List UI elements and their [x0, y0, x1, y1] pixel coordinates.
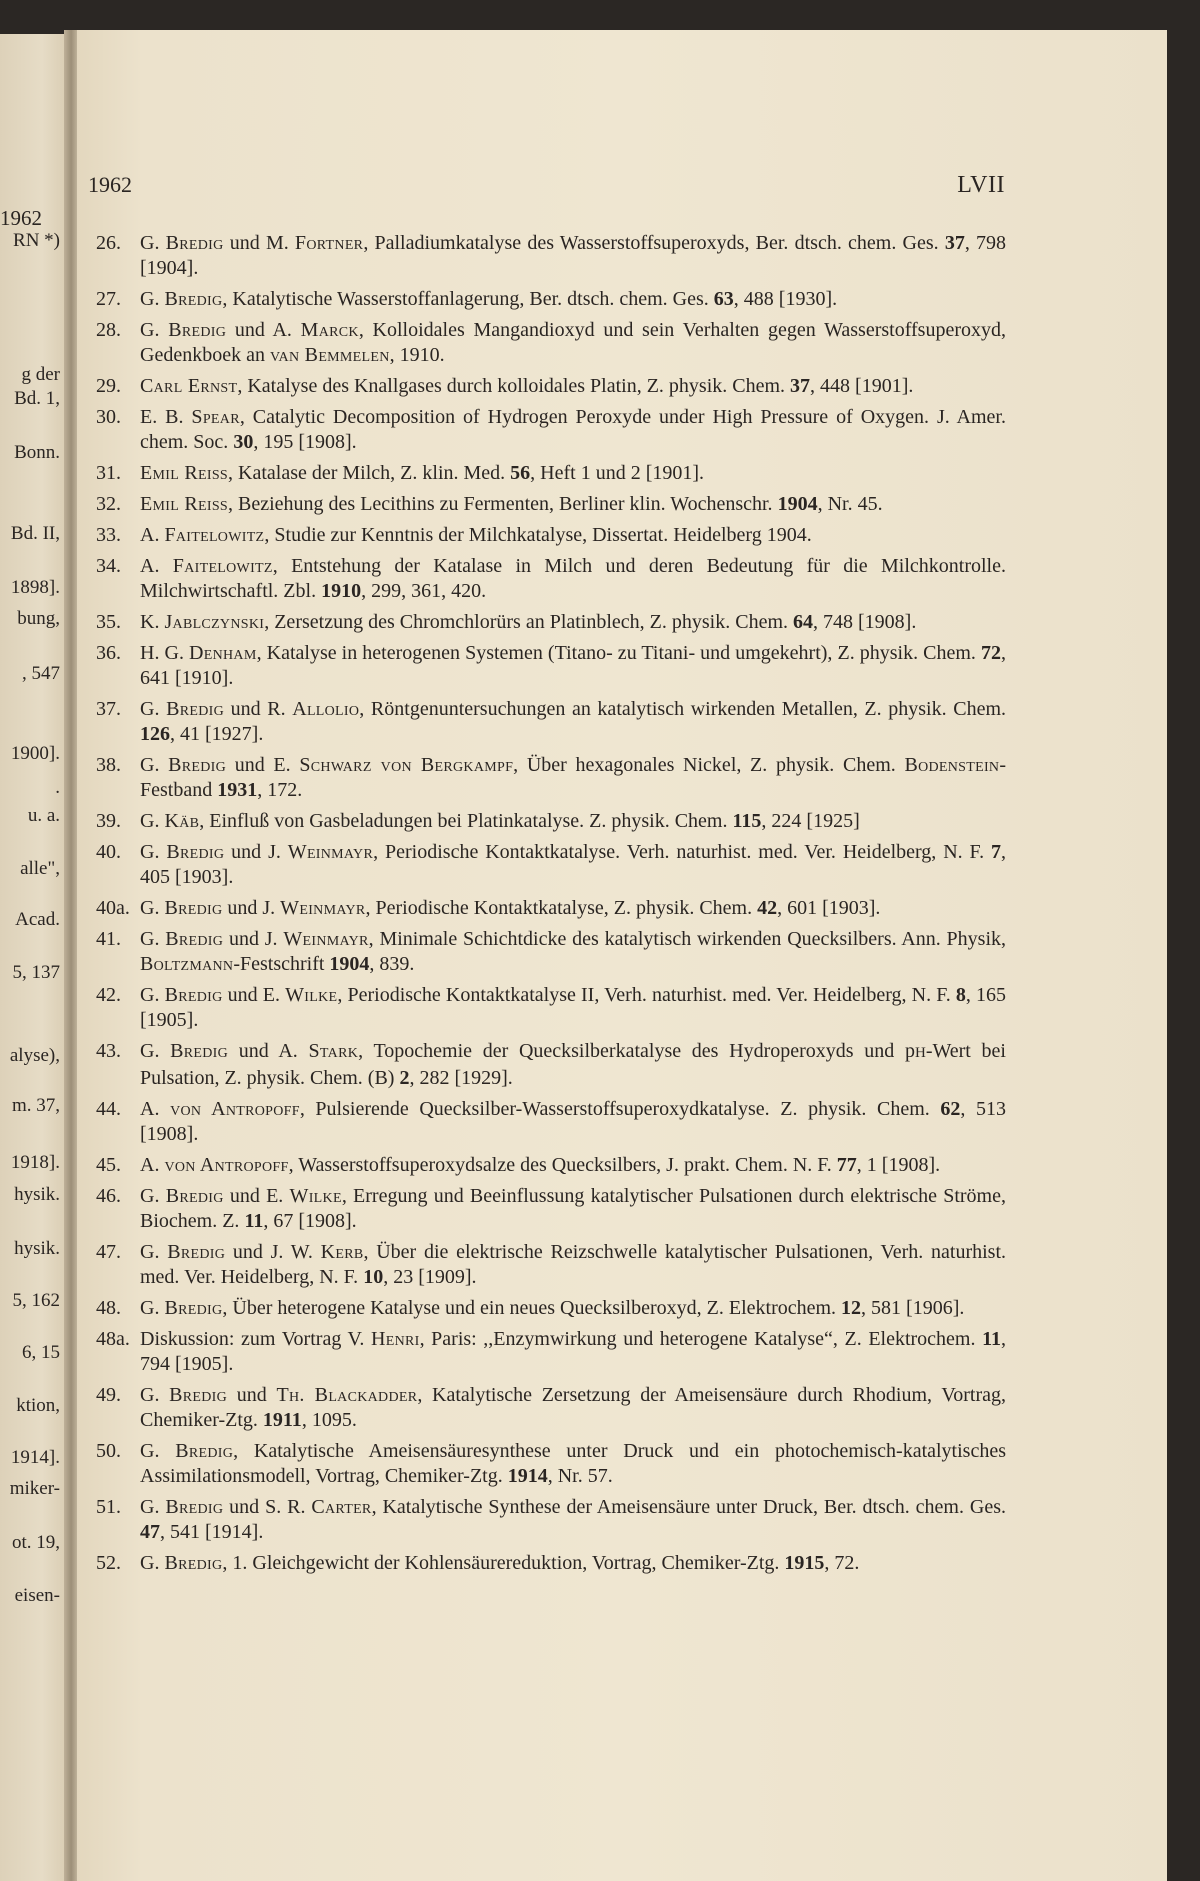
- reference-item: [96, 1495, 1006, 1545]
- left-page-line: .: [55, 777, 60, 798]
- reference-number: 46.: [96, 1185, 121, 1207]
- reference-number: 51.: [96, 1496, 121, 1518]
- reference-number: 48.: [96, 1297, 121, 1319]
- reference-number: 38.: [96, 754, 121, 776]
- left-page-line: miker-: [9, 1478, 60, 1499]
- left-page-line: 6, 15: [22, 1342, 60, 1363]
- reference-item: [96, 374, 1006, 399]
- left-page-line: 1914].: [10, 1447, 60, 1468]
- reference-number: 33.: [96, 524, 121, 546]
- reference-text: Diskussion: zum Vortrag V. Henri, Paris: ,,Enzymwirkung und heterogene Katalyse“, Z. Elektrochem. 11, 794 [1905].: [140, 1328, 1006, 1375]
- reference-text: G. Bredig, Über heterogene Katalyse und ein neues Quecksilberoxyd, Z. Elektrochem. 12, 581 [1906].: [140, 1297, 965, 1319]
- left-page-line: Bonn.: [14, 442, 60, 463]
- reference-number: 49.: [96, 1384, 121, 1406]
- left-page-line: Bd. II,: [10, 523, 60, 544]
- left-page-line: m. 37,: [11, 1095, 60, 1116]
- left-page-line: Bd. 1,: [14, 388, 60, 409]
- left-page-line: g der: [21, 364, 60, 385]
- reference-item: [96, 641, 1006, 691]
- reference-text: Carl Ernst, Katalyse des Knallgases durch kolloidales Platin, Z. physik. Chem. 37, 448 [1901].: [140, 375, 914, 397]
- reference-text: G. Bredig und R. Allolio, Röntgenuntersuchungen an katalytisch wirkenden Metallen, Z. physik. Chem. 126, 41 [1927].: [140, 698, 1007, 745]
- reference-text: G. Bredig und M. Fortner, Palladiumkatalyse des Wasserstoffsuperoxyds, Ber. dtsch. chem. Ges. 37, 798 [1904].: [140, 232, 1006, 279]
- reference-text: G. Bredig und A. Stark, Topochemie der Quecksilberkatalyse des Hydroperoxyds und pH-Wert bei Pulsation, Z. physik. Chem. (B) 2, 282 [1929].: [140, 1040, 1006, 1089]
- reference-number: 37.: [96, 698, 121, 720]
- reference-item: [96, 1551, 1006, 1576]
- reference-number: 41.: [96, 928, 121, 950]
- reference-text: G. Bredig und J. Weinmayr, Periodische Kontaktkatalyse. Verh. naturhist. med. Ver. Heidelberg, N. F. 7, 405 [1903].: [140, 841, 1006, 888]
- reference-text: E. B. Spear, Catalytic Decomposition of Hydrogen Peroxyde under High Pressure of Oxygen. J. Amer. chem. Soc. 30, 195 [1908].: [140, 406, 1006, 453]
- reference-item: [96, 1439, 1006, 1489]
- reference-item: [96, 405, 1006, 455]
- reference-item: [96, 983, 1006, 1033]
- left-page-line: hysik.: [14, 1184, 60, 1205]
- left-page-line: alle",: [20, 858, 60, 879]
- left-page-line: 1918].: [10, 1152, 60, 1173]
- reference-item: [96, 697, 1006, 747]
- reference-text: G. Bredig und S. R. Carter, Katalytische Synthese der Ameisensäure unter Druck, Ber. dtsch. chem. Ges. 47, 541 [1914].: [140, 1496, 1007, 1543]
- reference-item: [96, 523, 1006, 548]
- reference-text: G. Bredig und J. Weinmayr, Minimale Schichtdicke des katalytisch wirkenden Quecksilbers. Ann. Physik, Boltzmann-Festschrift 1904, 839.: [140, 928, 1007, 975]
- reference-item: [96, 1184, 1006, 1234]
- reference-text: G. Bredig und J. W. Kerb, Über die elektrische Reizschwelle katalytischer Pulsationen, Verh. naturhist. med. Ver. Heidelberg, N. F. 10, 23 [1909].: [140, 1241, 1007, 1288]
- reference-item: [96, 610, 1006, 635]
- reference-text: G. Käb, Einfluß von Gasbeladungen bei Platinkatalyse. Z. physik. Chem. 115, 224 [1925]: [140, 810, 860, 832]
- left-page-line: eisen-: [14, 1585, 60, 1606]
- reference-item: [96, 896, 1006, 921]
- reference-text: A. von Antropoff, Pulsierende Quecksilber-Wasserstoffsuperoxydkatalyse. Z. physik. Chem. 62, 513 [1908].: [140, 1098, 1007, 1145]
- left-page-line: Acad.: [15, 909, 60, 930]
- reference-item: [96, 840, 1006, 890]
- reference-item: [96, 492, 1006, 517]
- page-number: LVII: [957, 172, 1005, 198]
- reference-number: 47.: [96, 1241, 121, 1263]
- reference-number: 45.: [96, 1154, 121, 1176]
- reference-number: 31.: [96, 462, 121, 484]
- reference-text: G. Bredig und J. Weinmayr, Periodische Kontaktkatalyse, Z. physik. Chem. 42, 601 [1903].: [140, 897, 881, 919]
- reference-number: 28.: [96, 319, 121, 341]
- reference-item: [96, 554, 1006, 604]
- reference-number: 30.: [96, 406, 121, 428]
- left-page-line: ot. 19,: [11, 1532, 60, 1553]
- page-edge: [1167, 30, 1200, 1881]
- reference-list: [96, 231, 1006, 1582]
- reference-text: H. G. Denham, Katalyse in heterogenen Systemen (Titano- zu Titani- und umgekehrt), Z. physik. Chem. 72, 641 [1910].: [140, 642, 1006, 689]
- reference-number: 40a.: [96, 897, 130, 919]
- reference-item: [96, 927, 1006, 977]
- reference-number: 29.: [96, 375, 121, 397]
- left-page-line: 1900].: [10, 743, 60, 764]
- reference-number: 42.: [96, 984, 121, 1006]
- reference-text: G. Bredig, 1. Gleichgewicht der Kohlensäurereduktion, Vortrag, Chemiker-Ztg. 1915, 72.: [140, 1552, 860, 1574]
- left-page-line: 5, 162: [12, 1290, 60, 1311]
- reference-text: G. Bredig und E. Wilke, Erregung und Beeinflussung katalytischer Pulsationen durch elektrische Ströme, Biochem. Z. 11, 67 [1908].: [140, 1185, 1006, 1232]
- reference-text: G. Bredig und E. Schwarz von Bergkampf, Über hexagonales Nickel, Z. physik. Chem. Bodenstein-Festband 1931, 172.: [140, 754, 1007, 801]
- reference-item: [96, 1296, 1006, 1321]
- reference-text: G. Bredig, Katalytische Wasserstoffanlagerung, Ber. dtsch. chem. Ges. 63, 488 [1930].: [140, 288, 838, 310]
- reference-number: 27.: [96, 288, 121, 310]
- left-page-line: 5, 137: [12, 962, 60, 983]
- left-page-line: 1898].: [10, 577, 60, 598]
- reference-number: 36.: [96, 642, 121, 664]
- reference-number: 26.: [96, 232, 121, 254]
- reference-item: [96, 231, 1006, 281]
- reference-item: [96, 318, 1006, 368]
- reference-number: 35.: [96, 611, 121, 633]
- reference-number: 50.: [96, 1440, 121, 1462]
- left-page-line: u. a.: [27, 805, 60, 826]
- reference-item: [96, 1327, 1006, 1377]
- reference-text: K. Jablczynski, Zersetzung des Chromchlorürs an Platinblech, Z. physik. Chem. 64, 748 [1908].: [140, 611, 917, 633]
- left-page-line: alyse),: [9, 1045, 60, 1066]
- reference-number: 39.: [96, 810, 121, 832]
- left-page-line: ktion,: [16, 1395, 60, 1416]
- reference-text: Emil Reiss, Beziehung des Lecithins zu Fermenten, Berliner klin. Wochenschr. 1904, Nr. 45.: [140, 493, 883, 515]
- reference-item: [96, 287, 1006, 312]
- reference-item: [96, 1097, 1006, 1147]
- page-header-year: 1962: [88, 172, 132, 197]
- reference-text: G. Bredig, Katalytische Ameisensäuresynthese unter Druck und ein photochemisch-katalytisches Assimilationsmodell, Vortrag, Chemiker-Ztg. 1914, Nr. 57.: [140, 1440, 1006, 1487]
- left-page-line: hysik.: [14, 1238, 60, 1259]
- left-page-header-year: 1962: [0, 206, 42, 230]
- reference-text: G. Bredig und Th. Blackadder, Katalytische Zersetzung der Ameisensäure durch Rhodium, Vortrag, Chemiker-Ztg. 1911, 1095.: [140, 1384, 1007, 1431]
- reference-item: [96, 753, 1006, 803]
- reference-item: [96, 461, 1006, 486]
- left-page-line: bung,: [17, 608, 60, 629]
- reference-number: 52.: [96, 1552, 121, 1574]
- reference-number: 43.: [96, 1040, 121, 1062]
- reference-item: [96, 1039, 1006, 1091]
- reference-item: [96, 809, 1006, 834]
- left-page-line: RN *): [13, 230, 60, 251]
- reference-text: A. Faitelowitz, Entstehung der Katalase in Milch und deren Bedeutung für die Milchkontrolle. Milchwirtschaftl. Zbl. 1910, 299, 361, 420.: [140, 555, 1006, 602]
- reference-number: 34.: [96, 555, 121, 577]
- reference-number: 48a.: [96, 1328, 130, 1350]
- reference-item: [96, 1240, 1006, 1290]
- reference-number: 32.: [96, 493, 121, 515]
- reference-number: 40.: [96, 841, 121, 863]
- reference-text: G. Bredig und E. Wilke, Periodische Kontaktkatalyse II, Verh. naturhist. med. Ver. Heidelberg, N. F. 8, 165 [1905].: [140, 984, 1007, 1031]
- reference-number: 44.: [96, 1098, 121, 1120]
- left-page-line: , 547: [22, 663, 60, 684]
- reference-text: G. Bredig und A. Marck, Kolloidales Mangandioxyd und sein Verhalten gegen Wasserstoffsuperoxyd, Gedenkboek an van Bemmelen, 1910.: [140, 319, 1006, 366]
- reference-text: A. Faitelowitz, Studie zur Kenntnis der Milchkatalyse, Dissertat. Heidelberg 1904.: [140, 524, 812, 546]
- reference-item: [96, 1153, 1006, 1178]
- left-page-fragment: [0, 34, 70, 1881]
- reference-text: A. von Antropoff, Wasserstoffsuperoxydsalze des Quecksilbers, J. prakt. Chem. N. F. 77, 1 [1908].: [140, 1154, 941, 1176]
- reference-text: Emil Reiss, Katalase der Milch, Z. klin. Med. 56, Heft 1 und 2 [1901].: [140, 462, 705, 484]
- reference-item: [96, 1383, 1006, 1433]
